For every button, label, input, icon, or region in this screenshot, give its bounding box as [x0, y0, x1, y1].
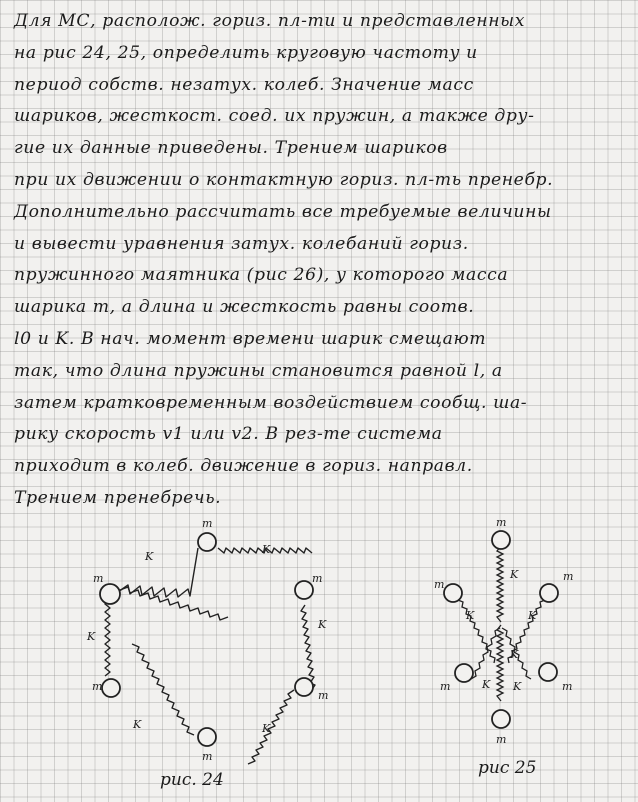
text-line: период собств. незатух. колеб. Значение масс [14, 74, 474, 95]
spring-label: K [513, 680, 522, 693]
text-line: Для МС, располож. гориз. пл-ти и представленных [14, 11, 526, 31]
mass-label: m [93, 572, 104, 585]
mass-label: m [496, 516, 507, 529]
text-line: и вывести уравнения затух. колебаний гориз. [14, 233, 469, 254]
spring-label: K [510, 568, 519, 581]
spring-label: K [510, 648, 519, 661]
text-line: на рис 24, 25, определить круговую частоту и [14, 42, 478, 63]
mass-label: m [440, 680, 451, 693]
text-line: шарика m, а длина и жесткость равны соотв. [14, 297, 475, 318]
spring-label: K [87, 630, 96, 643]
text-line: рику скорость v1 или v2. В рез-те системa [14, 424, 443, 445]
mass-label: m [496, 733, 507, 746]
mass-ball [444, 584, 462, 602]
spring-label: K [262, 543, 271, 556]
mass-label: m [563, 570, 574, 583]
mass-ball [492, 710, 510, 728]
text-line: так, что длина пружины становится равной l, а [14, 360, 503, 381]
mass-ball [455, 664, 473, 682]
spring-label: K [466, 609, 475, 622]
spring-label: K [482, 678, 491, 691]
mass-label: m [318, 689, 329, 702]
mass-label: m [562, 680, 573, 693]
text-line: при их движении о контактную гориз. пл-ть пренебр. [14, 169, 554, 190]
mass-label: m [312, 572, 323, 585]
spring-label: K [145, 550, 154, 563]
text-line: пружинного маятника (рис 26), у которого масса [14, 265, 509, 286]
mass-ball [492, 531, 510, 549]
mass-label: m [202, 517, 213, 530]
text-line: затем кратковременным воздействием сообщ. ша- [14, 392, 528, 413]
text-line: гие их данные приведены. Трением шариков [14, 138, 448, 159]
figure-24-caption: рис. 24 [160, 770, 224, 790]
mass-label: m [434, 578, 445, 591]
mass-ball [540, 584, 558, 602]
spring-label: K [262, 722, 271, 735]
mass-label: m [92, 680, 103, 693]
text-line: Трением пренебречь. [14, 487, 222, 508]
spring-label: K [528, 609, 537, 622]
mass-ball [539, 663, 557, 681]
spring [471, 628, 500, 679]
spring-label: K [133, 718, 142, 731]
text-line: Дополнительно рассчитать все требуемые величины [14, 201, 552, 222]
spring [458, 600, 495, 663]
figure-25-caption: рис 25 [478, 758, 537, 778]
spring [497, 625, 503, 701]
mass-label: m [202, 750, 213, 763]
text-line: шариков, жесткост. соед. их пружин, а также дру- [14, 106, 535, 127]
text-line: приходит в колеб. движение в гориз. направл. [14, 456, 473, 477]
spring [497, 546, 503, 622]
spring-label: K [318, 618, 327, 631]
text-line: l0 и K. В нач. момент времени шарик смещают [14, 328, 487, 349]
